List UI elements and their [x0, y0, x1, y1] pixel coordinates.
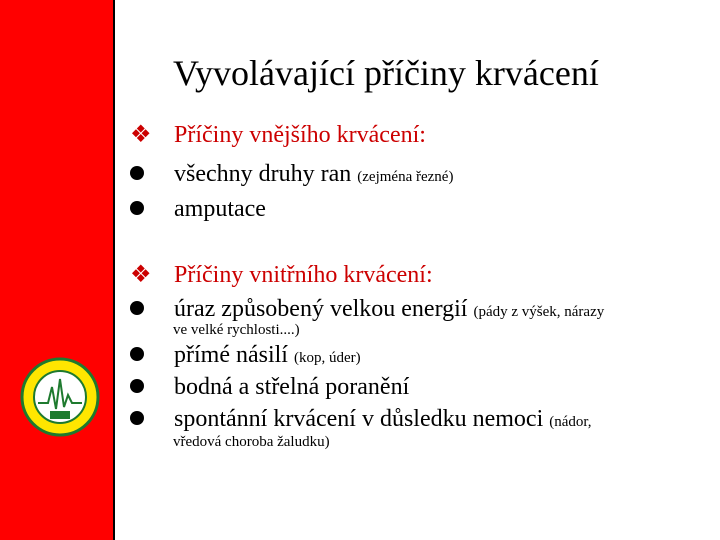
- internal-heading: Příčiny vnitřního krvácení:: [174, 262, 433, 288]
- list-item: [130, 406, 592, 433]
- round-bullet-icon: [130, 161, 174, 188]
- item-note-continuation: ve velké rychlosti....): [173, 322, 300, 338]
- round-bullet-icon: [130, 196, 174, 223]
- item-text: přímé násilí: [174, 342, 288, 368]
- diamond-bullet-icon: ❖: [130, 122, 152, 148]
- item-note: (pády z výšek, nárazy: [473, 304, 605, 320]
- list-item: [130, 296, 604, 323]
- item-note: (zejména řezné): [357, 169, 454, 185]
- round-bullet-icon: [130, 374, 174, 401]
- round-bullet-icon: [130, 296, 174, 323]
- internal-heading-row: [130, 260, 433, 289]
- item-text: úraz způsobený velkou energií: [174, 296, 468, 322]
- external-heading-row: [130, 120, 426, 149]
- sidebar-band: [0, 0, 115, 540]
- external-heading: Příčiny vnějšího krvácení:: [174, 122, 426, 148]
- item-text: všechny druhy ran: [174, 161, 352, 187]
- list-item: [130, 342, 361, 369]
- school-emblem-icon: [20, 357, 100, 437]
- slide-title: Vyvolávající příčiny krvácení: [173, 53, 599, 93]
- list-item: [130, 161, 453, 188]
- item-text: spontánní krvácení v důsledku nemoci: [174, 406, 544, 432]
- item-note: (nádor,: [549, 414, 592, 430]
- item-text: amputace: [174, 196, 266, 222]
- round-bullet-icon: [130, 406, 174, 433]
- item-note-continuation: vředová choroba žaludku): [173, 434, 330, 450]
- item-text: bodná a střelná poranění: [174, 374, 410, 400]
- list-item: [130, 374, 409, 401]
- diamond-bullet-icon: ❖: [130, 262, 152, 288]
- list-item: [130, 196, 266, 223]
- round-bullet-icon: [130, 342, 174, 369]
- item-note: (kop, úder): [293, 350, 361, 366]
